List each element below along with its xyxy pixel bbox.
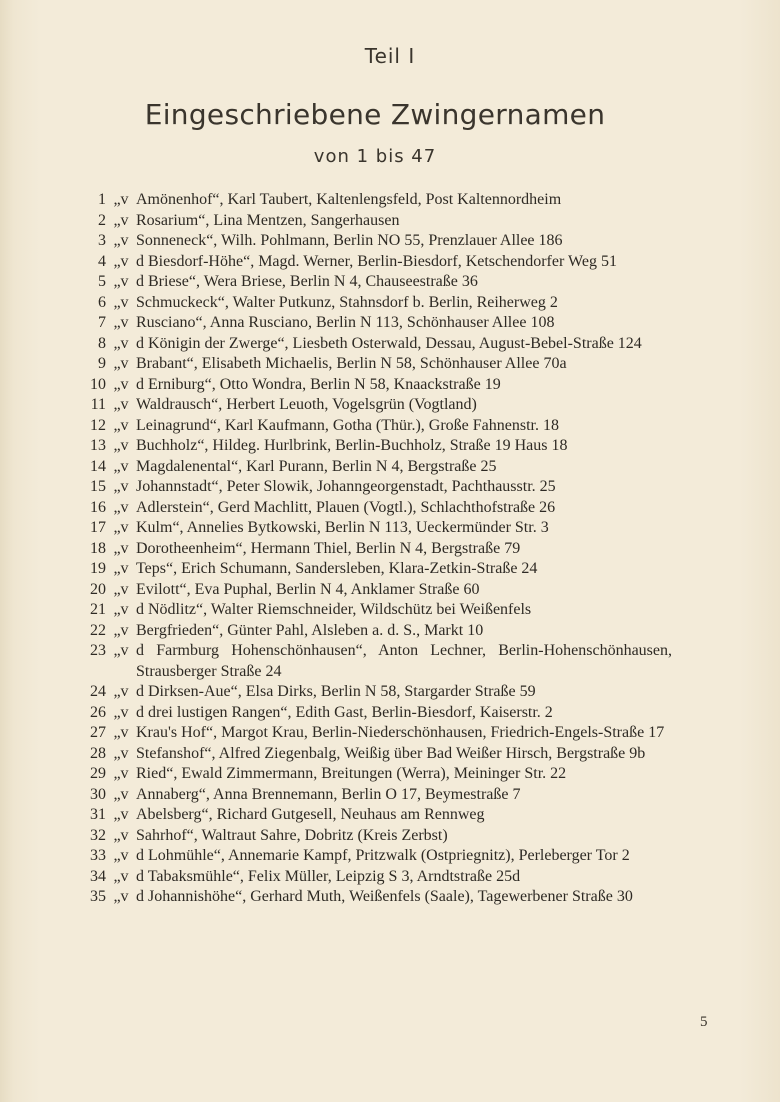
entry-number: 21 [90, 601, 106, 618]
entry-number: 15 [90, 478, 106, 495]
entry-prefix: „v [113, 621, 129, 639]
entry-text: d Nödlitz“, Walter Riemschneider, Wildschütz bei Weißenfels [136, 601, 532, 618]
list-item [78, 805, 672, 826]
list-item [78, 293, 672, 314]
list-item [78, 559, 672, 580]
entry-text: Magdalenental“, Karl Purann, Berlin N 4, Bergstraße 25 [136, 457, 497, 475]
list-item [78, 272, 672, 293]
entry-text: Schmuckeck“, Walter Putkunz, Stahnsdorf b. Berlin, Reiherweg 2 [136, 293, 558, 311]
entry-prefix: „v [113, 642, 129, 659]
entry-prefix: „v [113, 498, 129, 516]
entry-prefix: „v [113, 437, 129, 454]
entry-prefix: „v [113, 396, 129, 413]
entry-number: 35 [90, 888, 106, 905]
list-item [78, 539, 672, 560]
list-item [78, 600, 672, 621]
entry-text: Johannstadt“, Peter Slowik, Johanngeorgenstadt, Pachthausstr. 25 [136, 478, 556, 495]
entry-prefix: „v [113, 416, 129, 434]
entry-prefix: „v [113, 355, 129, 372]
list-item [78, 231, 672, 252]
entry-prefix: „v [113, 580, 129, 598]
entry-text: Stefanshof“, Alfred Ziegenbalg, Weißig über Bad Weißer Hirsch, Bergstraße 9b [136, 744, 646, 762]
entry-number: 23 [90, 642, 106, 659]
list-item [78, 723, 672, 744]
entry-text: Annaberg“, Anna Brennemann, Berlin O 17, Beymestraße 7 [136, 785, 521, 803]
entry-number: 8 [98, 334, 106, 352]
entry-number: 19 [90, 560, 106, 577]
entry-text: Ried“, Ewald Zimmermann, Breitungen (Werra), Meininger Str. 22 [136, 765, 567, 782]
entry-number: 24 [90, 683, 106, 700]
entry-number: 16 [90, 498, 106, 516]
entry-text: Waldrausch“, Herbert Leuoth, Vogelsgrün (Vogtland) [136, 396, 477, 413]
entry-number: 2 [98, 211, 106, 229]
list-item [78, 703, 672, 724]
list-item [78, 744, 672, 765]
list-item [78, 436, 672, 457]
entry-text: Bergfrieden“, Günter Pahl, Alsleben a. d. S., Markt 10 [136, 621, 484, 639]
entry-number: 22 [90, 621, 106, 639]
entry-text: Dorotheenheim“, Hermann Thiel, Berlin N 4, Bergstraße 79 [136, 539, 521, 557]
entry-text: d Lohmühle“, Annemarie Kampf, Pritzwalk (Ostpriegnitz), Perleberger Tor 2 [136, 847, 630, 864]
entry-text: Amönenhof“, Karl Taubert, Kaltenlengsfeld, Post Kaltennordheim [136, 191, 562, 208]
entry-number: 4 [98, 252, 106, 270]
entry-text: Sonneneck“, Wilh. Pohlmann, Berlin NO 55, Prenzlauer Allee 186 [136, 232, 563, 249]
entry-number: 12 [90, 416, 106, 434]
page-subtitle: von 1 bis 47 [313, 146, 437, 167]
entry-number: 30 [90, 785, 106, 803]
entry-number: 20 [90, 580, 106, 598]
list-item [78, 252, 672, 273]
entry-prefix: „v [113, 703, 129, 721]
entry-text: d drei lustigen Rangen“, Edith Gast, Berlin-Biesdorf, Kaiserstr. 2 [136, 703, 553, 721]
entry-prefix: „v [113, 457, 129, 475]
entry-prefix: „v [113, 232, 129, 249]
list-item [78, 785, 672, 806]
entry-number: 31 [90, 806, 106, 823]
entry-prefix: „v [113, 252, 129, 270]
list-item [78, 826, 672, 847]
entry-text: Buchholz“, Hildeg. Hurlbrink, Berlin-Buchholz, Straße 19 Haus 18 [136, 437, 568, 454]
entry-prefix: „v [113, 806, 129, 823]
entry-prefix: „v [113, 191, 129, 208]
list-item [78, 580, 672, 601]
entry-text: Brabant“, Elisabeth Michaelis, Berlin N 58, Schönhauser Allee 70a [136, 355, 567, 372]
entry-prefix: „v [113, 601, 129, 618]
entry-prefix: „v [113, 724, 129, 741]
list-item [78, 313, 672, 334]
entry-number: 17 [90, 519, 106, 536]
entry-prefix: „v [113, 293, 129, 311]
entry-text: d Briese“, Wera Briese, Berlin N 4, Chauseestraße 36 [136, 273, 478, 290]
entry-prefix: „v [113, 888, 129, 905]
list-item [78, 211, 672, 232]
list-item [78, 682, 672, 703]
list-item [78, 354, 672, 375]
entry-text: Kulm“, Annelies Bytkowski, Berlin N 113, Ueckermünder Str. 3 [136, 519, 549, 536]
entry-text: d Biesdorf-Höhe“, Magd. Werner, Berlin-Biesdorf, Ketschendorfer Weg 51 [136, 252, 617, 270]
entry-number: 5 [98, 273, 106, 290]
entry-prefix: „v [113, 539, 129, 557]
list-item [78, 457, 672, 478]
list-item [78, 498, 672, 519]
entry-number: 6 [98, 293, 106, 311]
entry-prefix: „v [113, 765, 129, 782]
entry-number: 3 [98, 232, 106, 249]
entry-number: 7 [98, 314, 106, 331]
entry-number: 9 [98, 355, 106, 372]
list-item [78, 190, 672, 211]
entry-text: Krau's Hof“, Margot Krau, Berlin-Niederschönhausen, Friedrich-Engels-Straße 17 [136, 724, 665, 741]
list-item [78, 334, 672, 355]
entry-prefix: „v [113, 478, 129, 495]
entry-text: d Königin der Zwerge“, Liesbeth Osterwald, Dessau, August-Bebel-Straße 124 [136, 334, 642, 352]
entry-number: 26 [90, 703, 106, 721]
entry-number: 27 [90, 724, 106, 741]
entry-number: 29 [90, 765, 106, 782]
entry-number: 34 [90, 867, 106, 885]
list-item [78, 518, 672, 539]
entry-text: d Farmburg Hohenschönhausen“, Anton Lechner, Berlin-Hohenschönhausen, Strausberger Straße 24 [136, 642, 672, 680]
entry-prefix: „v [113, 785, 129, 803]
entry-number: 18 [90, 539, 106, 557]
entry-prefix: „v [113, 211, 129, 229]
entry-number: 10 [90, 375, 106, 393]
entry-text: Rusciano“, Anna Rusciano, Berlin N 113, Schönhauser Allee 108 [136, 314, 555, 331]
entry-prefix: „v [113, 683, 129, 700]
list-item [78, 416, 672, 437]
entry-prefix: „v [113, 867, 129, 885]
entry-text: Rosarium“, Lina Mentzen, Sangerhausen [136, 211, 400, 229]
page-title: Eingeschriebene Zwingernamen [144, 98, 606, 131]
kennel-name-list [78, 190, 672, 908]
list-item [78, 621, 672, 642]
list-item [78, 395, 672, 416]
list-item [78, 887, 672, 908]
entry-text: Leinagrund“, Karl Kaufmann, Gotha (Thür.), Große Fahnenstr. 18 [136, 416, 559, 434]
entry-prefix: „v [113, 519, 129, 536]
entry-number: 33 [90, 847, 106, 864]
entry-text: Abelsberg“, Richard Gutgesell, Neuhaus am Rennweg [136, 806, 485, 823]
entry-prefix: „v [113, 314, 129, 331]
entry-prefix: „v [113, 273, 129, 290]
entry-text: Teps“, Erich Schumann, Sandersleben, Klara-Zetkin-Straße 24 [136, 560, 538, 577]
entry-text: d Dirksen-Aue“, Elsa Dirks, Berlin N 58, Stargarder Straße 59 [136, 683, 536, 700]
entry-number: 1 [98, 191, 106, 208]
entry-number: 28 [90, 744, 106, 762]
entry-number: 13 [90, 437, 106, 454]
list-item [78, 846, 672, 867]
entry-text: Adlerstein“, Gerd Machlitt, Plauen (Vogtl.), Schlachthofstraße 26 [136, 498, 556, 516]
entry-prefix: „v [113, 334, 129, 352]
entry-number: 32 [90, 826, 106, 844]
entry-number: 14 [90, 457, 106, 475]
entry-prefix: „v [113, 375, 129, 393]
entry-prefix: „v [113, 560, 129, 577]
list-item [78, 641, 672, 682]
entry-text: d Tabaksmühle“, Felix Müller, Leipzig S 3, Arndtstraße 25d [136, 867, 521, 885]
list-item [78, 867, 672, 888]
list-item [78, 375, 672, 396]
entry-prefix: „v [113, 847, 129, 864]
list-item [78, 764, 672, 785]
entry-prefix: „v [113, 744, 129, 762]
entry-text: Sahrhof“, Waltraut Sahre, Dobritz (Kreis Zerbst) [136, 826, 448, 844]
part-label: Teil I [364, 44, 416, 68]
page-number: 5 [700, 1014, 708, 1030]
entry-text: Evilott“, Eva Puphal, Berlin N 4, Anklamer Straße 60 [136, 580, 480, 598]
entry-number: 11 [90, 396, 106, 413]
list-item [78, 477, 672, 498]
entry-text: d Johannishöhe“, Gerhard Muth, Weißenfels (Saale), Tagewerbener Straße 30 [136, 888, 633, 905]
entry-text: d Erniburg“, Otto Wondra, Berlin N 58, Knaackstraße 19 [136, 375, 501, 393]
entry-prefix: „v [113, 826, 129, 844]
